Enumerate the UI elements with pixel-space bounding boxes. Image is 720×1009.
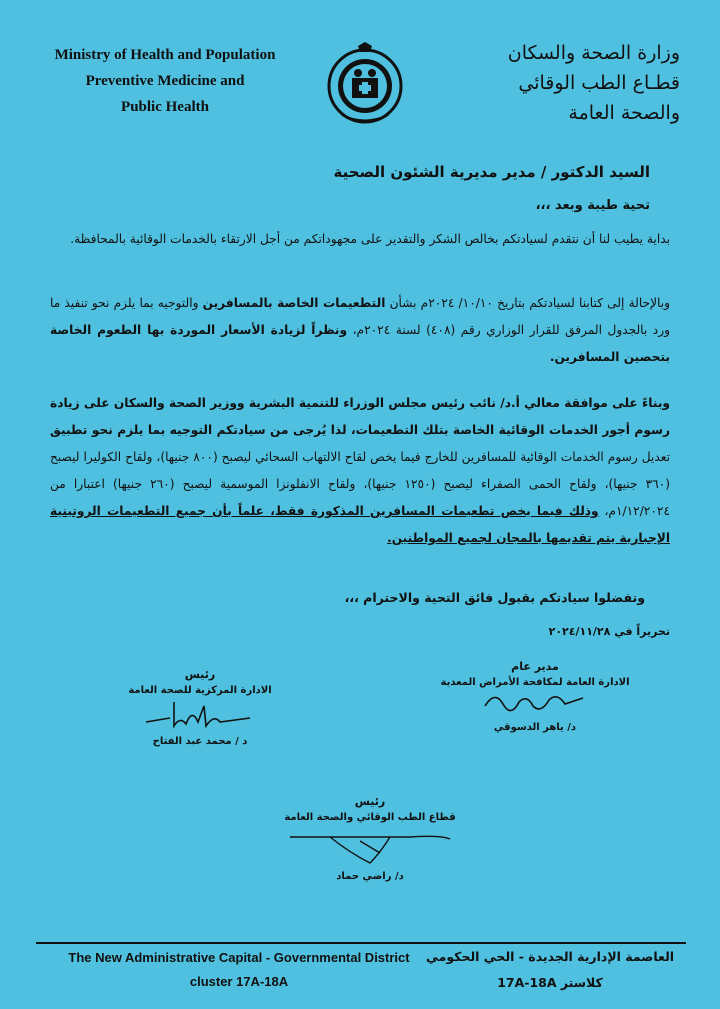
footer-address-en [44,946,434,994]
signer-org: قطاع الطب الوقائي والصحة العامة [284,812,456,823]
footer-en-line-2: cluster 17A-18A [189,974,289,989]
handwritten-signature-left [140,696,260,732]
letter-date: تحريراً في ٢٠٢٤/١١/٢٨ [548,625,670,638]
paragraph-2-subject: التطعيمات الخاصة بالمسافرين [202,296,386,310]
signer-name: د/ راضي حماد [336,871,404,882]
greeting: تحية طيبة وبعد ،،، [535,198,650,213]
signer-name: د / محمد عبد الفتاح [152,736,248,747]
handwritten-signature-right [475,688,595,718]
signer-title: رئيس [184,668,216,681]
footer-address-ar [420,944,680,996]
ministry-logo [322,40,408,126]
signer-title: رئيس [354,795,386,808]
header-arabic [450,38,680,128]
paragraph-2-reason: ونظراً لزيادة الأسعار الموردة بها الطعوم الخاصة بتحصين المسافرين. [50,323,670,364]
paragraph-3 [50,390,670,552]
signature-block-left [100,668,300,747]
closing: وتفضلوا سيادتكم بقبول فائق التحية والاحترام ،،، [344,590,645,605]
ministry-name-ar: وزارة الصحة والسكان [507,42,680,64]
footer-ar-line-1: العاصمة الإدارية الجديدة - الحي الحكومي [425,949,675,964]
signature-block-center [240,795,500,882]
footer-ar-line-2: كلاستر 17A-18A [497,975,603,990]
paragraph-2-intro: وبالإحالة إلى كتابنا لسيادتكم بتاريخ ١٠/١٠/ ٢٠٢٤م بشأن [385,296,671,310]
handwritten-signature-center [270,823,470,867]
ministry-name-en: Ministry of Health and Population [54,47,276,63]
footer-en-line-1: The New Administrative Capital - Governmental District [68,950,410,965]
sector-name-en-1: Preventive Medicine and [85,73,245,89]
addressee: السيد الدكتور / مدير مديرية الشئون الصحية [333,163,650,181]
signer-name: د/ ياهر الدسوقي [493,722,577,733]
paragraph-2 [50,290,670,371]
sector-name-en-2: Public Health [121,99,209,115]
sector-name-ar-2: والصحة العامة [568,102,680,124]
signature-block-right [420,660,650,733]
paragraph-1: بداية يطيب لنا أن نتقدم لسيادتكم بخالص الشكر والتقدير على مجهوداتكم من أجل الارتقاء بالخدمات الوقائية بالمحافظة. [70,232,670,246]
header-english [40,42,290,120]
paragraph-2-middle: والتوجيه بما يلزم نحو تنفيذ ما ورد بالجدول المرفق للقرار الوزاري رقم (٤٠٨) لسنة ٢٠٢٤م، [50,296,670,337]
paragraph-3-note: وذلك فيما يخص تطعيمات المسافرين المذكورة فقط، علماً بأن جميع التطعيمات الروتينية الإجبارية يتم تقديمها بالمجان لجميع المواطنين. [50,504,670,545]
paragraph-3-approval: وبناءً على موافقة معالي أ.د/ نائب رئيس مجلس الوزراء للتنمية البشرية ووزير الصحة والسكان على زيادة رسوم أجور الخدمات الوقائية الخاصة بتلك التطعيمات، لذا يُرجى من سيادتكم التوجيه بما يلزم نحو تطبيق [50,396,670,437]
signer-title: مدير عام [511,660,559,673]
paragraph-3-fees: تعديل رسوم الخدمات الوقائية للمسافرين للخارج فيما يخص لقاح الالتهاب السحائي ليصبح (٨٠٠ جنيها)، ولقاح الكوليرا ليصبح (٣٦٠ جنيها)، ولقاح الحمى الصفراء ليصبح (١٢٥٠ جنيها)، ولقاح الانفلونزا الموسمية ليصبح (٢٦٠ جنيها) اعتبارا من ١/١٢/٢٠٢٤م، [50,450,670,518]
sector-name-ar-1: قطـاع الطب الوقائي [518,72,680,94]
signer-org: الادارة المركزية للصحة العامة [128,685,272,696]
signer-org: الادارة العامة لمكافحة الأمراض المعدية [440,677,630,688]
